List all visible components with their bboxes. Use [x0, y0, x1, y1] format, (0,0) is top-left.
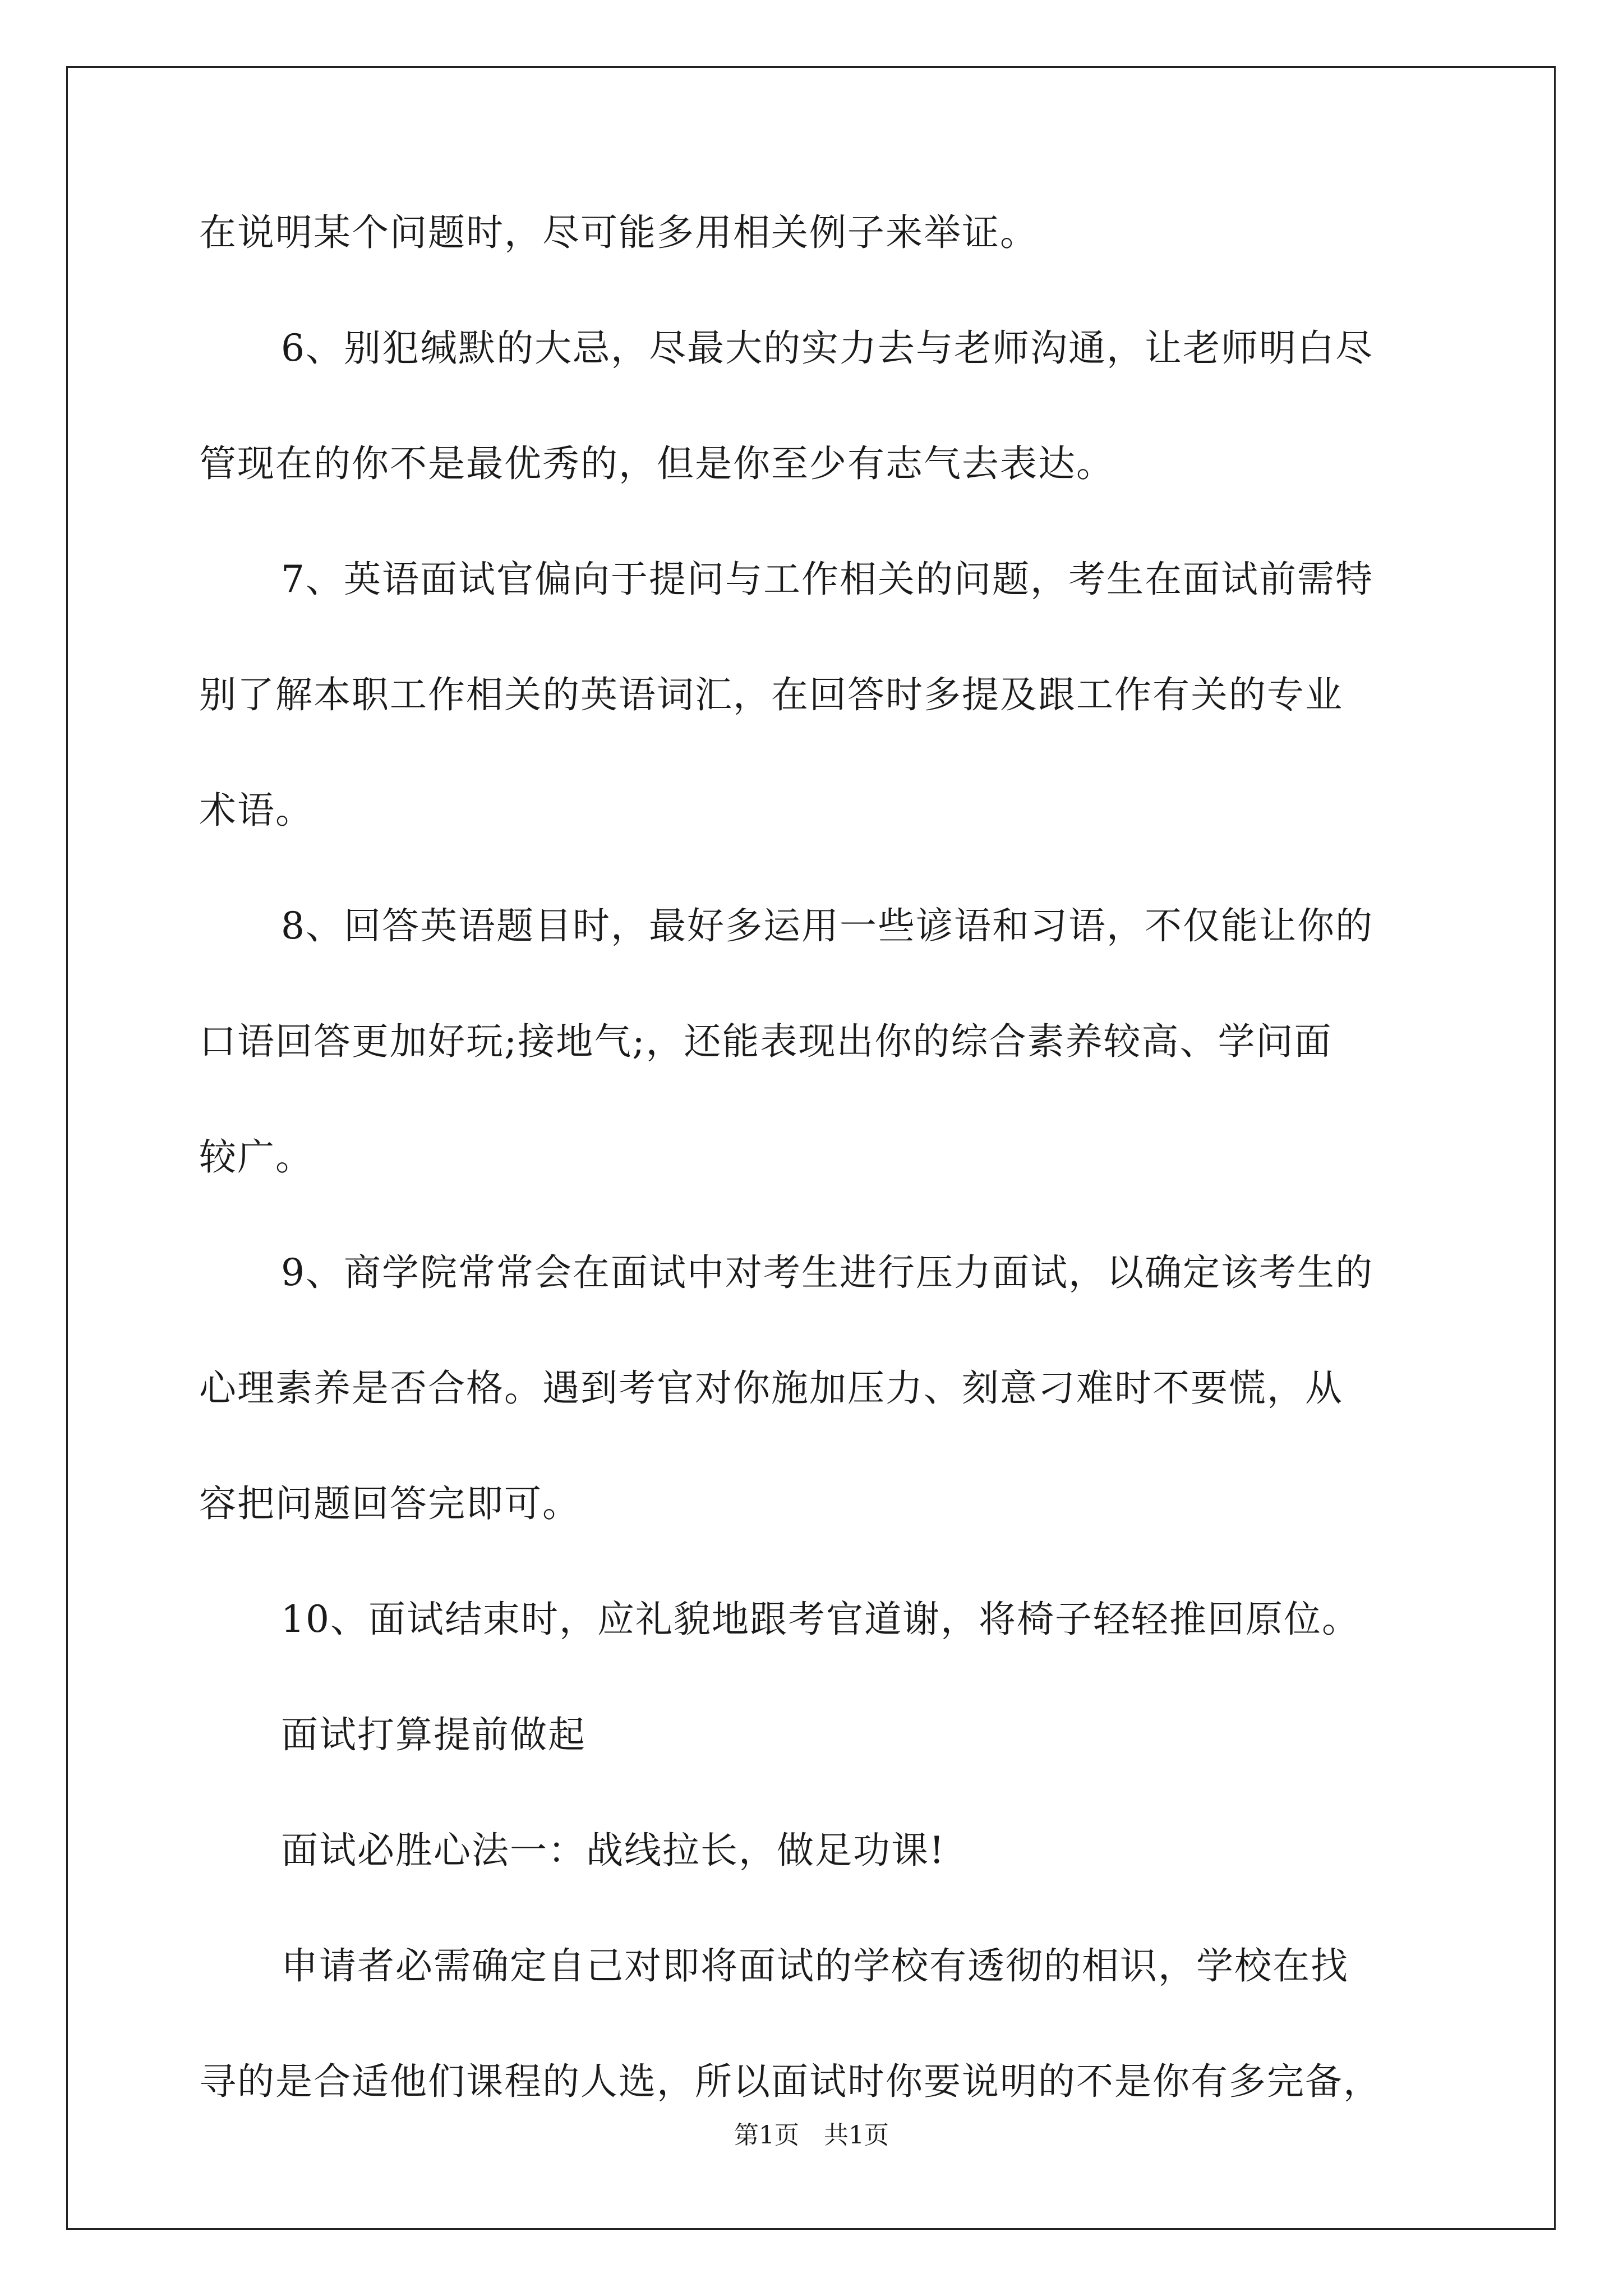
text-line: 在说明某个问题时，尽可能多用相关例子来举证。	[199, 211, 1038, 254]
text-line: 心理素养是否合格。遇到考官对你施加压力、刻意刁难时不要慌，从	[199, 1366, 1343, 1410]
section-heading: 面试必胜心法一：战线拉长，做足功课!	[281, 1829, 946, 1872]
text-line: 8、回答英语题目时，最好多运用一些谚语和习语，不仅能让你的	[281, 904, 1373, 947]
text-line: 申请者必需确定自己对即将面试的学校有透彻的相识，学校在找	[281, 1944, 1349, 1987]
text-line: 10、面试结束时，应礼貌地跟考官道谢，将椅子轻轻推回原位。	[281, 1598, 1360, 1641]
page-number: 第1页 共1页	[734, 2121, 889, 2150]
text-line: 较广。	[199, 1135, 313, 1179]
text-line: 寻的是合适他们课程的人选，所以面试时你要说明的不是你有多完备，	[199, 2060, 1381, 2103]
section-heading: 面试打算提前做起	[281, 1713, 586, 1756]
text-line: 7、英语面试官偏向于提问与工作相关的问题，考生在面试前需特	[281, 558, 1373, 601]
text-line: 别了解本职工作相关的英语词汇，在回答时多提及跟工作有关的专业	[199, 673, 1343, 716]
text-line: 容把问题回答完即可。	[199, 1482, 580, 1525]
text-line: 口语回答更加好玩;接地气;，还能表现出你的综合素养较高、学问面	[199, 1020, 1332, 1063]
text-line: 6、别犯缄默的大忌，尽最大的实力去与老师沟通，让老师明白尽	[281, 326, 1373, 370]
text-line: 管现在的你不是最优秀的，但是你至少有志气去表达。	[199, 442, 1114, 485]
text-line: 术语。	[199, 789, 313, 832]
text-line: 9、商学院常常会在面试中对考生进行压力面试，以确定该考生的	[281, 1251, 1373, 1294]
